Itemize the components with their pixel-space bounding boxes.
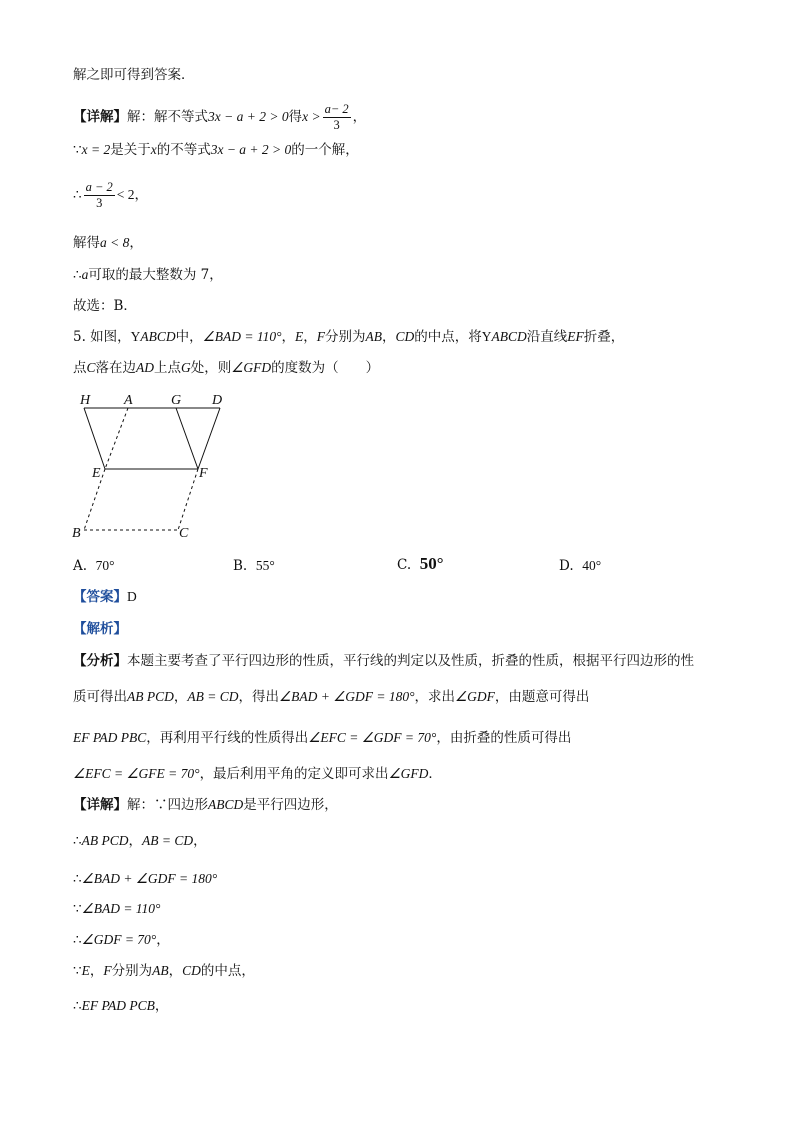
segment-fd	[198, 408, 220, 469]
detail-line: ∴∠GDF = 70°，	[73, 932, 170, 948]
detail-line: ∵∠BAD = 110°	[73, 901, 161, 917]
analysis-line: 质可得出AB PCD，AB = CD，得出∠BAD + ∠GDF = 180°，求出∠GDF，由题意可得出	[73, 689, 590, 705]
label-e: E	[92, 466, 101, 481]
segment-fc-dashed	[178, 469, 198, 530]
math-expr: 3x − a + 2 > 0	[208, 109, 289, 124]
label-a: A	[124, 393, 133, 408]
segment-ae-dashed	[105, 408, 128, 469]
question-line: 点C落在边AD上点G处，则∠GFD的度数为（ ）	[73, 360, 380, 376]
detail-line: ∵E，F分别为AB，CD的中点，	[73, 963, 255, 979]
fraction: $\frac{a- 2}{3}$	[324, 102, 349, 132]
label-f: F	[199, 466, 208, 481]
text-line: 故选：B．	[73, 298, 137, 314]
question-line: 5. 如图，YABCD中，∠BAD = 110°，E，F分别为AB，CD的中点，将YABCD沿直线EF折叠，	[73, 329, 625, 345]
label-d: D	[212, 393, 223, 408]
label-g: G	[171, 393, 182, 408]
detail-line: ∴EF PAD PCB，	[73, 998, 169, 1014]
detail-line: ∴AB PCD，AB = CD，	[73, 833, 207, 849]
section-tag: 【详解】	[73, 109, 127, 125]
option-d[interactable]: D. 40°	[559, 558, 602, 574]
analysis-heading: 【解析】	[73, 621, 127, 637]
answer-value: D	[127, 589, 137, 604]
text-line: ∴a可取的最大整数为 7，	[73, 267, 223, 283]
detail-line: 【详解】解：解不等式3x − a + 2 > 0得x > $\frac{a- 2}{3}$ ，	[73, 102, 367, 132]
detail-line: 【详解】解：∵四边形ABCD是平行四边形，	[73, 797, 338, 813]
answer-line	[73, 588, 137, 606]
segment-gf	[176, 408, 198, 469]
label-b: B	[72, 526, 81, 541]
detail-line: ∴∠BAD + ∠GDF = 180°	[73, 871, 218, 887]
fraction: $\frac{a - 2}{3}$	[85, 180, 113, 210]
analysis-line: ∠EFC = ∠GFE = 70°，最后利用平角的定义即可求出∠GFD．	[73, 766, 442, 782]
option-a[interactable]: A. 70°	[73, 558, 115, 574]
label-h: H	[80, 393, 91, 408]
text-line: ∴ $\frac{a - 2}{3}$ < 2，	[73, 180, 149, 210]
option-c[interactable]: C. 50°	[397, 554, 444, 573]
option-b[interactable]: B. 55°	[233, 558, 275, 574]
analysis-line: EF PAD PBC，再利用平行线的性质得出∠EFC = ∠GDF = 70°，由折叠的性质可得出	[73, 730, 572, 746]
analysis-line: 【分析】本题主要考查了平行四边形的性质，平行线的判定以及性质，折叠的性质，根据平行四边形的性	[73, 653, 694, 669]
text-line: 解得a < 8，	[73, 235, 143, 251]
text-line: 解之即可得到答案．	[73, 67, 195, 83]
segment-he	[84, 408, 105, 469]
text-line: ∵x = 2是关于x的不等式3x − a + 2 > 0的一个解，	[73, 142, 359, 158]
geometry-figure	[64, 388, 244, 546]
answer-tag: 【答案】	[73, 589, 127, 605]
label-c: C	[179, 526, 189, 541]
